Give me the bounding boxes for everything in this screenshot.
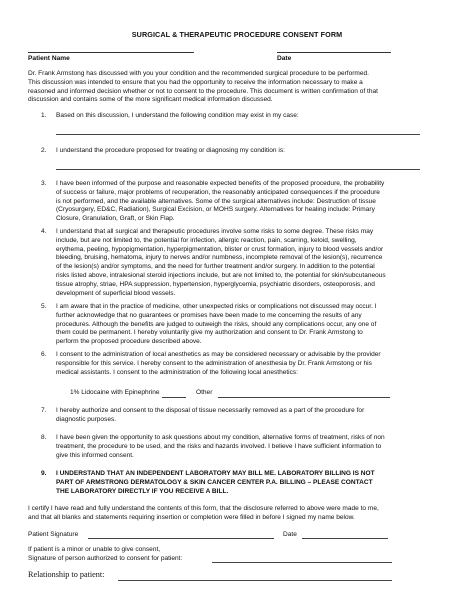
minor-consent-line-1: If patient is a minor or unable to give consent, [28, 546, 161, 553]
intro-line: reasoned and informed decision whether or not to consent to the procedure. This document is written confirmation of that [28, 87, 378, 95]
intro-line: Dr. Frank Armstong has discussed with you your condition and the recommended surgical procedure to be performed. [28, 70, 369, 77]
item-line: procedures. Although the benefits are judged to outweigh the risks, should any complications occur, any one of [56, 320, 377, 328]
relationship-line[interactable] [118, 580, 392, 581]
item-8-text [56, 434, 448, 460]
certify-line: I certify I have read and fully understand the contents of this form, that the disclosure referred to above were made to me, [28, 505, 379, 512]
item-3-text [56, 180, 448, 224]
item-number: 4. [41, 228, 47, 235]
item-line: medical assistants. I consent to the administration of the following local anesthetics: [56, 368, 298, 376]
item-line: I understand that all surgical and therapeutic procedures involve some risks to some degree. These risks may [56, 228, 374, 235]
intro-line: discussion and contains some of the more significant medical information discussed. [28, 96, 273, 104]
item-line: perform the proposed procedure described above. [56, 338, 202, 346]
item-line: (Cryosurgery, ED&C, Radiation), Surgical Excision, or MOHS surgery. Alternatives for healing include: Primary [56, 206, 375, 214]
item-number: 8. [41, 434, 47, 441]
item-number: 3. [41, 180, 47, 187]
intro-paragraph [28, 70, 448, 105]
item-line: Based on this discussion, I understand the following condition may exist in my case: [56, 112, 299, 119]
lidocaine-label: 1% Lidocaine with Epinephrine [70, 389, 160, 396]
certify-line: and that all blanks and statements requiring insertion or completion were filled in before I signed my name below. [28, 513, 355, 521]
item-line: PART OF ARMSTRONG DERMATOLOGY & SKIN CANCER CENTER P.A. BILLING – PLEASE CONTACT [56, 478, 373, 486]
item-number: 1. [41, 112, 47, 119]
date-label: Date [277, 55, 292, 62]
patient-name-label: Patient Name [28, 55, 70, 62]
item-line: I UNDERSTAND THAT AN INDEPENDENT LABORATORY MAY BILL ME. LABORATORY BILLING IS NOT [56, 470, 375, 477]
item-line: treatment, the procedure to be used, and the risks and hazards involved. I believe I have sufficient information to [56, 442, 382, 450]
item-line: of the lesion(s) and/or symptoms, and the need for further treatment and/or surgery. In addition to the potential [56, 263, 375, 271]
item-line: tissue atrophy, striae, HPA suppression, hypertension, hyperglycemia, psychiatric disorders, osteoporosis, and [56, 280, 375, 288]
item-5-text [56, 303, 448, 347]
item-line: diagnostic purposes. [56, 415, 117, 423]
item-line: I hereby authorize and consent to the disposal of tissue necessarily removed as a part of the procedure for [56, 407, 365, 414]
item-line: include, but are not limited to, the potential for infection, allergic reaction, pain, scarring, keloid, swelling, [56, 236, 357, 244]
item-line: I am aware that in the practice of medicine, other unexpected risks or complications not discussed may occur. I [56, 303, 377, 310]
item-line: of success or failure, major problems of recuperation, the reasonably anticipated consequences if the procedure [56, 188, 380, 196]
authorized-signature-line[interactable] [212, 562, 392, 563]
item-line: I understand the procedure proposed for treating or diagnosing my condition is: [56, 147, 285, 154]
item-line: responsible for this service. I hereby consent to the administration of anesthesia by Dr. Frank Armstong or his [56, 359, 372, 367]
item-line: erythema, peeling, hypopigmentation, hyperpigmentation, blister or crust formation, injury to blood vessels and/or [56, 245, 384, 253]
item-4-text [56, 228, 448, 298]
item-line: development of superficial blood vessels. [56, 289, 176, 297]
relationship-label: Relationship to patient: [28, 570, 105, 579]
item-line: risks listed above, intralesional steroid injections include, but are not limited to, the potential for skin/subcutaneous [56, 271, 386, 279]
lidocaine-blank[interactable] [162, 397, 186, 398]
item-line: them could be permanent. I hereby voluntarily give my authorization and consent to Dr. Frank Armstong to [56, 329, 363, 337]
item-line: Closure, Granulation, Graft, or Skin Flap. [56, 215, 175, 223]
item-6-text [56, 351, 448, 377]
item-number: 6. [41, 351, 47, 358]
procedure-answer-line[interactable] [56, 169, 420, 170]
item-line: give this informed consent. [56, 451, 134, 459]
date-field[interactable] [277, 52, 391, 53]
condition-answer-line[interactable] [56, 134, 420, 135]
signature-date-label: Date [283, 531, 297, 538]
item-1-text [56, 112, 448, 121]
item-line: is not performed, and the available alternatives. Some of the surgical alternatives include: Destruction of tissue [56, 197, 376, 205]
other-anesthetic-blank[interactable] [218, 397, 390, 398]
patient-signature-line[interactable] [88, 538, 274, 539]
item-line: I consent to the administration of local anesthetics as may be considered necessary or advisable by the provider [56, 351, 381, 358]
form-title: SURGICAL & THERAPEUTIC PROCEDURE CONSENT FORM [131, 30, 343, 39]
item-number: 9. [41, 470, 47, 477]
minor-consent-line-2: Signature of person authorized to consent for patient: [28, 555, 183, 562]
item-line: bleeding, bruising, hematoma, injury to nerves and/or numbness, incomplete removal of the lesion(s), recurrence [56, 254, 383, 262]
item-line: further acknowledge that no guarantees or promises have been made to me concerning the results of any [56, 311, 362, 319]
item-line: I have been informed of the purpose and reasonable expected benefits of the proposed procedure, the probability [56, 180, 385, 187]
item-number: 7. [41, 407, 47, 414]
item-number: 5. [41, 303, 47, 310]
item-2-text [56, 147, 448, 156]
certification-paragraph [28, 505, 458, 523]
patient-name-field[interactable] [28, 52, 194, 53]
item-number: 2. [41, 147, 47, 154]
patient-signature-label: Patient Signature [28, 531, 79, 538]
item-7-text [56, 407, 448, 425]
item-9-text [56, 470, 448, 496]
signature-date-line[interactable] [302, 538, 388, 539]
intro-line: This discussion was intended to ensure that you had the opportunity to receive the information necessary to make a [28, 78, 363, 86]
item-line: I have been given the opportunity to ask questions about my condition, alternative forms of treatment, risks of non [56, 434, 385, 441]
other-anesthetic-label: Other [196, 389, 213, 396]
item-line: THE LABORATORY DIRECTLY IF YOU RECEIVE A BILL. [56, 487, 229, 495]
